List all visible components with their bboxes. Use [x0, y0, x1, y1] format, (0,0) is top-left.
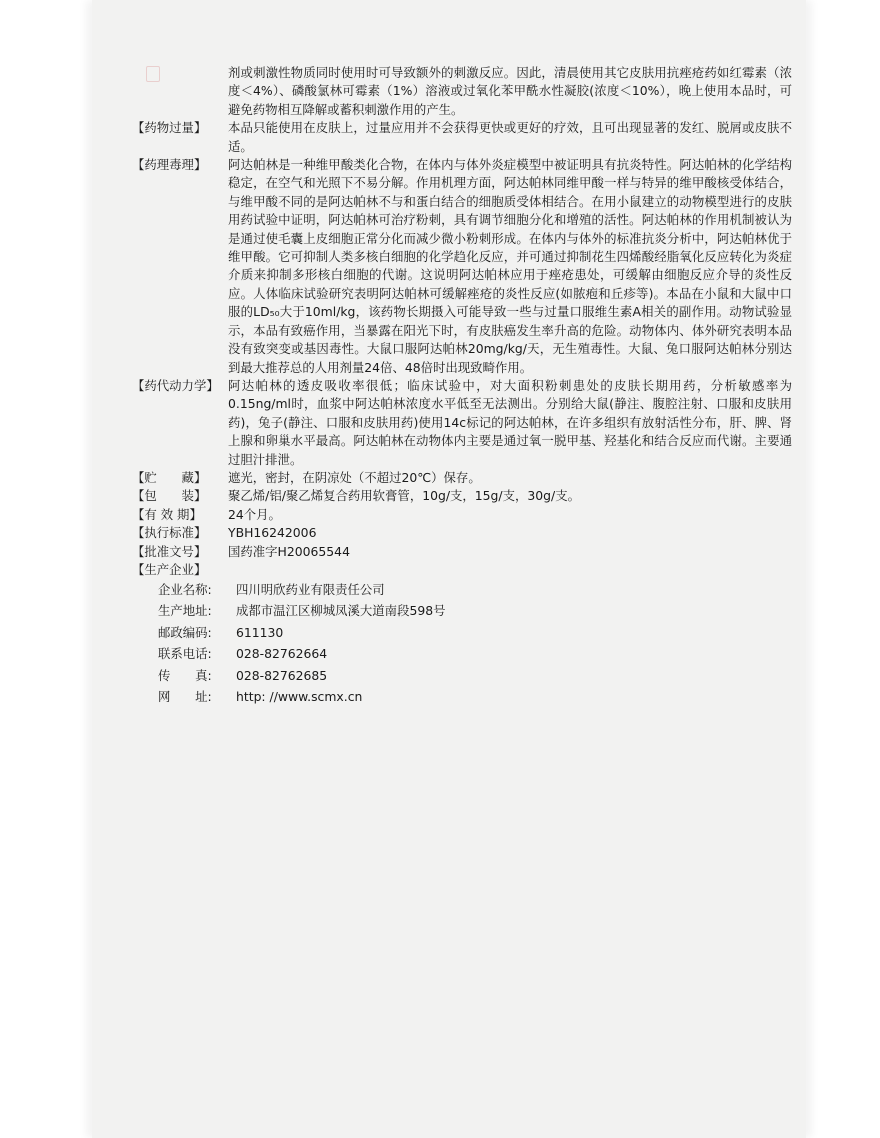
section-label: 【有 效 期】 — [132, 506, 202, 522]
manufacturer-row — [158, 579, 792, 601]
leaflet-content — [132, 64, 792, 708]
section-text: 阿达帕林的透皮吸收率很低；临床试验中，对大面积粉刺患处的皮肤长期用药，分析敏感率为0.15ng/ml时，血浆中阿达帕林浓度水平低至无法测出。分别给大鼠(静注、腹腔注射、口服和皮肤用药)，兔子(静注、口服和皮肤用药)使用14c标记的阿达帕林，在许多组织有放射活性分布，肝、脾、肾上腺和卵巢水平最高。阿达帕林在动物体内主要是通过氧一脱甲基、羟基化和结合反应而代谢。主要通过胆汁排泄。 — [228, 377, 792, 467]
field-key: 生产地址: — [158, 603, 212, 619]
intro-paragraph: 剂或刺激性物质同时使用时可导致额外的刺激反应。因此，清晨使用其它皮肤用抗痤疮药如红霉素（浓度＜4%）、磷酸氯林可霉素（1%）溶液或过氧化苯甲酰水性凝胶(浓度＜10%），晚上使用本品时，可避免药物相互降解或蓄积刺激作用的产生。 — [228, 65, 792, 117]
section-label: 【执行标准】 — [132, 525, 207, 541]
section-label: 【生产企业】 — [132, 561, 207, 577]
manufacturer-row — [158, 687, 792, 709]
field-value: 四川明欣药业有限责任公司 — [236, 581, 385, 597]
manufacturer-row — [158, 644, 792, 666]
field-key: 企业名称: — [158, 581, 212, 597]
field-value: http: //www.scmx.cn — [236, 689, 363, 705]
section-approval-number — [132, 543, 792, 561]
section-packaging — [132, 487, 792, 505]
section-standard — [132, 524, 792, 542]
section-text: 聚乙烯/铝/聚乙烯复合药用软膏管，10g/支，15g/支，30g/支。 — [228, 488, 580, 504]
section-label: 【批准文号】 — [132, 543, 207, 559]
manufacturer-row — [158, 665, 792, 687]
manufacturer-row — [158, 601, 792, 623]
section-text: 24个月。 — [228, 506, 281, 522]
field-key: 网 址: — [158, 689, 212, 705]
section-text: 国药准字H20065544 — [228, 543, 350, 559]
section-label: 【包 装】 — [132, 488, 207, 504]
section-overdose — [132, 119, 792, 156]
section-manufacturer — [132, 561, 792, 579]
section-label: 【药代动力学】 — [132, 377, 219, 393]
field-value: 成都市温江区柳城凤溪大道南段598号 — [236, 603, 446, 619]
manufacturer-details — [158, 579, 792, 708]
section-label: 【贮 藏】 — [132, 469, 207, 485]
section-label: 【药理毒理】 — [132, 157, 207, 173]
field-key: 邮政编码: — [158, 624, 212, 640]
section-text: 遮光，密封，在阴凉处（不超过20℃）保存。 — [228, 469, 481, 485]
section-pharmacology-toxicology — [132, 156, 792, 377]
section-label: 【药物过量】 — [132, 120, 207, 136]
section-pharmacokinetics — [132, 377, 792, 469]
field-value: 028-82762685 — [236, 667, 328, 683]
field-value: 028-82762664 — [236, 646, 328, 662]
field-key: 传 真: — [158, 667, 212, 683]
field-value: 611130 — [236, 624, 284, 640]
field-key: 联系电话: — [158, 646, 212, 662]
manufacturer-row — [158, 622, 792, 644]
section-text: 阿达帕林是一种维甲酸类化合物，在体内与体外炎症模型中被证明具有抗炎特性。阿达帕林的化学结构稳定，在空气和光照下不易分解。作用机理方面，阿达帕林同维甲酸一样与特异的维甲酸核受体结合，与维甲酸不同的是阿达帕林不与和蛋白结合的细胞质受体相结合。在用小鼠建立的动物模型进行的皮肤用药试验中证明，阿达帕林可治疗粉刺，具有调节细胞分化和增殖的活性。阿达帕林的作用机制被认为是通过使毛囊上皮细胞正常分化而减少微小粉刺形成。在体内与体外的标准抗炎分析中，阿达帕林优于维甲酸。它可抑制人类多核白细胞的化学趋化反应，并可通过抑制花生四烯酸经脂氧化反应转化为炎症介质来抑制多形核白细胞的代谢。这说明阿达帕林应用于痤疮患处，可缓解由细胞反应介导的炎性反应。人体临床试验研究表明阿达帕林可缓解痤疮的炎性反应(如脓疱和丘疹等)。本品在小鼠和大鼠中口服的LD₅₀大于10ml/kg，该药物长期摄入可能导致一些与过量口服维生素A相关的副作用。动物试验显示，本品有致癌作用，当暴露在阳光下时，有皮肤癌发生率升高的危险。动物体内、体外研究表明本品没有致突变或基因毒性。大鼠口服阿达帕林20mg/kg/天，无生殖毒性。大鼠、兔口服阿达帕林分别达到最大推荐总的人用剂量24倍、48倍时出现致畸作用。 — [228, 157, 792, 375]
section-text: 本品只能使用在皮肤上，过量应用并不会获得更快或更好的疗效，且可出现显著的发红、脱屑或皮肤不适。 — [228, 120, 792, 154]
section-shelf-life — [132, 506, 792, 524]
section-text: YBH16242006 — [228, 525, 317, 541]
section-storage — [132, 469, 792, 487]
